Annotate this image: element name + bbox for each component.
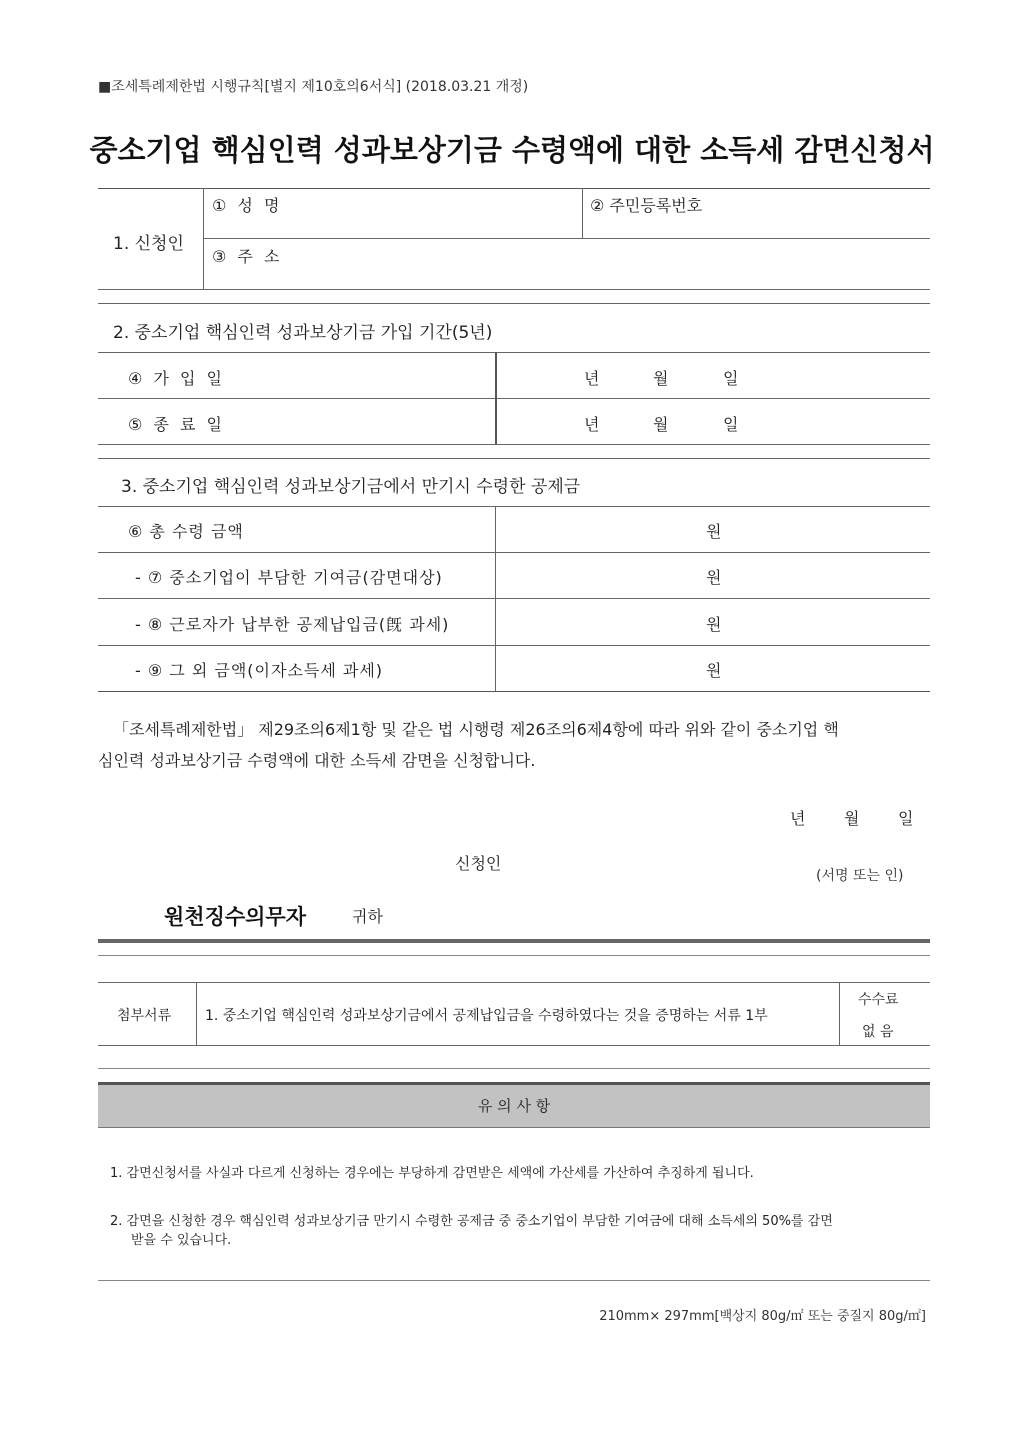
section3-row-line-2 [98, 598, 930, 599]
other-amount-field[interactable] [496, 647, 930, 690]
section3-top-line [98, 458, 930, 459]
attachments-label: 첨부서류 [117, 1008, 172, 1024]
section3-heading: 3. 중소기업 핵심인력 성과보상기금에서 만기시 수령한 공제금 [121, 477, 581, 497]
total-amount-label: ⑥ 총 수령 금액 [128, 522, 244, 541]
recipient-title: 원천징수의무자 [164, 905, 307, 929]
section2-divider [495, 352, 497, 444]
applicant-section-label: 1. 신청인 [113, 234, 184, 254]
section3-row-line-1 [98, 552, 930, 553]
employer-contribution-unit: 원 [706, 568, 722, 587]
section3-bottom-line [98, 691, 930, 692]
paper-spec: 210mm× 297mm[백상지 80g/㎡ 또는 중질지 80g/㎡] [599, 1309, 926, 1324]
declaration-line-1: 「조세특례제한법」 제29조의6제1항 및 같은 법 시행령 제26조의6제4항에 따라 위와 같이 중소기업 핵 [113, 720, 839, 739]
notes-header-bar [98, 1082, 930, 1128]
join-date-field[interactable] [498, 354, 930, 397]
applicant-sign-label: 신청인 [455, 854, 502, 873]
section1-bottom-line [98, 289, 930, 290]
employee-payment-unit: 원 [706, 615, 722, 634]
section3-heading-line [98, 506, 930, 507]
other-amount-unit: 원 [706, 661, 722, 680]
join-date-label: ④ 가 입 일 [128, 369, 225, 388]
page-title: 중소기업 핵심인력 성과보상기금 수령액에 대한 소득세 감면신청서 [89, 133, 935, 167]
total-amount-unit: 원 [706, 522, 722, 541]
fee-value: 없 음 [862, 1024, 894, 1040]
end-year-unit: 년 [584, 415, 600, 434]
section1-inner-line [203, 238, 930, 239]
attachments-top-line [98, 982, 930, 983]
employer-contribution-label: - ⑦ 중소기업이 부담한 기여금(감면대상) [135, 568, 443, 587]
applicant-name-field[interactable] [520, 846, 800, 878]
end-month-unit: 월 [653, 415, 669, 434]
end-date-field[interactable] [498, 400, 930, 443]
footer-line [98, 1280, 930, 1281]
section2-bottom-line [98, 444, 930, 445]
section1-top-line [98, 188, 930, 189]
attachments-bottom-line [98, 1045, 930, 1046]
address-field[interactable] [300, 241, 925, 285]
note-item-2-line-1: 2. 감면을 신청한 경우 핵심인력 성과보상기금 만기시 수령한 공제금 중 중소기업이 부담한 기여금에 대해 소득세의 50%를 감면 [110, 1214, 833, 1229]
fee-label: 수수료 [858, 992, 899, 1008]
thick-separator [98, 939, 930, 943]
section2-top-line [98, 303, 930, 304]
application-date-field[interactable] [780, 802, 930, 832]
sign-or-seal-label[interactable]: (서명 또는 인) [816, 868, 904, 884]
total-amount-field[interactable] [496, 508, 930, 551]
attachment-item: 1. 중소기업 핵심인력 성과보상기금에서 공제납입금을 수령하였다는 것을 증명하는 서류 1부 [205, 1008, 768, 1024]
recipient-suffix: 귀하 [352, 907, 383, 926]
section2-row-line [98, 398, 930, 399]
attachments-fee-divider [839, 982, 840, 1045]
application-month-unit: 월 [844, 809, 860, 828]
join-year-unit: 년 [584, 369, 600, 388]
employer-contribution-field[interactable] [496, 554, 930, 597]
section3-row-line-3 [98, 645, 930, 646]
section2-heading-line [98, 352, 930, 353]
address-label: ③ 주 소 [212, 247, 283, 266]
name-rrn-divider [582, 188, 583, 238]
end-day-unit: 일 [723, 415, 739, 434]
rrn-label: ② 주민등록번호 [590, 196, 703, 215]
name-label: ① 성 명 [212, 196, 283, 215]
employee-payment-label: - ⑧ 근로자가 납부한 공제납입금(旣 과세) [135, 615, 450, 634]
note-item-1: 1. 감면신청서를 사실과 다르게 신청하는 경우에는 부당하게 감면받은 세액에 가산세를 가산하여 추징하게 됩니다. [110, 1166, 754, 1181]
declaration-line-2: 심인력 성과보상기금 수령액에 대한 소득세 감면을 신청합니다. [98, 751, 536, 770]
note-item-2-line-2: 받을 수 있습니다. [131, 1233, 232, 1248]
notes-heading: 유 의 사 항 [477, 1097, 551, 1115]
join-day-unit: 일 [723, 369, 739, 388]
section2-heading: 2. 중소기업 핵심인력 성과보상기금 가입 기간(5년) [113, 323, 493, 343]
attachments-label-divider [196, 982, 197, 1045]
other-amount-label: - ⑨ 그 외 금액(이자소득세 과세) [135, 661, 384, 680]
notes-spacer-line [98, 1068, 930, 1069]
name-field[interactable] [300, 190, 575, 234]
join-month-unit: 월 [653, 369, 669, 388]
application-day-unit: 일 [898, 809, 914, 828]
application-year-unit: 년 [790, 809, 806, 828]
employee-payment-field[interactable] [496, 600, 930, 644]
rrn-field[interactable] [730, 190, 925, 234]
attachments-spacer-line [98, 955, 930, 956]
form-code: ■조세특례제한법 시행규칙[별지 제10호의6서식] (2018.03.21 개정) [98, 79, 529, 95]
end-date-label: ⑤ 종 료 일 [128, 415, 225, 434]
